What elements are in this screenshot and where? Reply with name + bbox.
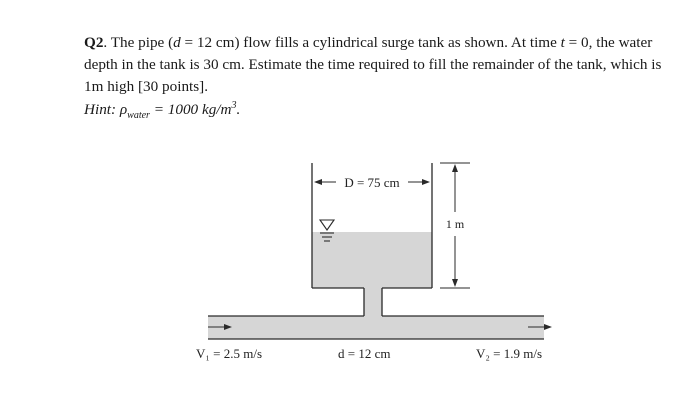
hint-superscript: 3: [231, 100, 237, 111]
height-label: 1 m: [445, 217, 465, 231]
question-part: . The pipe (: [103, 34, 174, 51]
height-dimension: [440, 163, 470, 288]
hint-end: .: [236, 101, 241, 119]
hint-rho: ρ: [119, 101, 128, 119]
diameter-label: D = 75 cm: [344, 175, 400, 190]
inlet-velocity-label: V₁ = 2.5 m/s: [196, 346, 263, 361]
diameter-dimension: [314, 175, 430, 190]
outlet-velocity-label: V₂ = 1.9 m/s: [476, 346, 543, 361]
pipe-body: [208, 316, 544, 339]
tank-water: [312, 232, 432, 288]
neck-water: [364, 286, 382, 316]
question-part: = 12 cm) flow fills a cylindrical surge tank as shown. At time: [180, 34, 561, 51]
question-part: = 0, the water depth in the tank is 30 cm. Estimate the time required to fill the remainder of the tank, which is 1m high [30 points].: [84, 34, 662, 95]
question-number: Q2: [84, 34, 104, 51]
var-t: t: [560, 34, 565, 51]
hint-value: = 1000 kg/m: [149, 101, 232, 119]
hint-subscript: water: [127, 110, 150, 122]
var-d: d: [173, 34, 181, 51]
hint-label: Hint:: [84, 101, 120, 119]
pipe-diameter-label: d = 12 cm: [338, 346, 391, 361]
